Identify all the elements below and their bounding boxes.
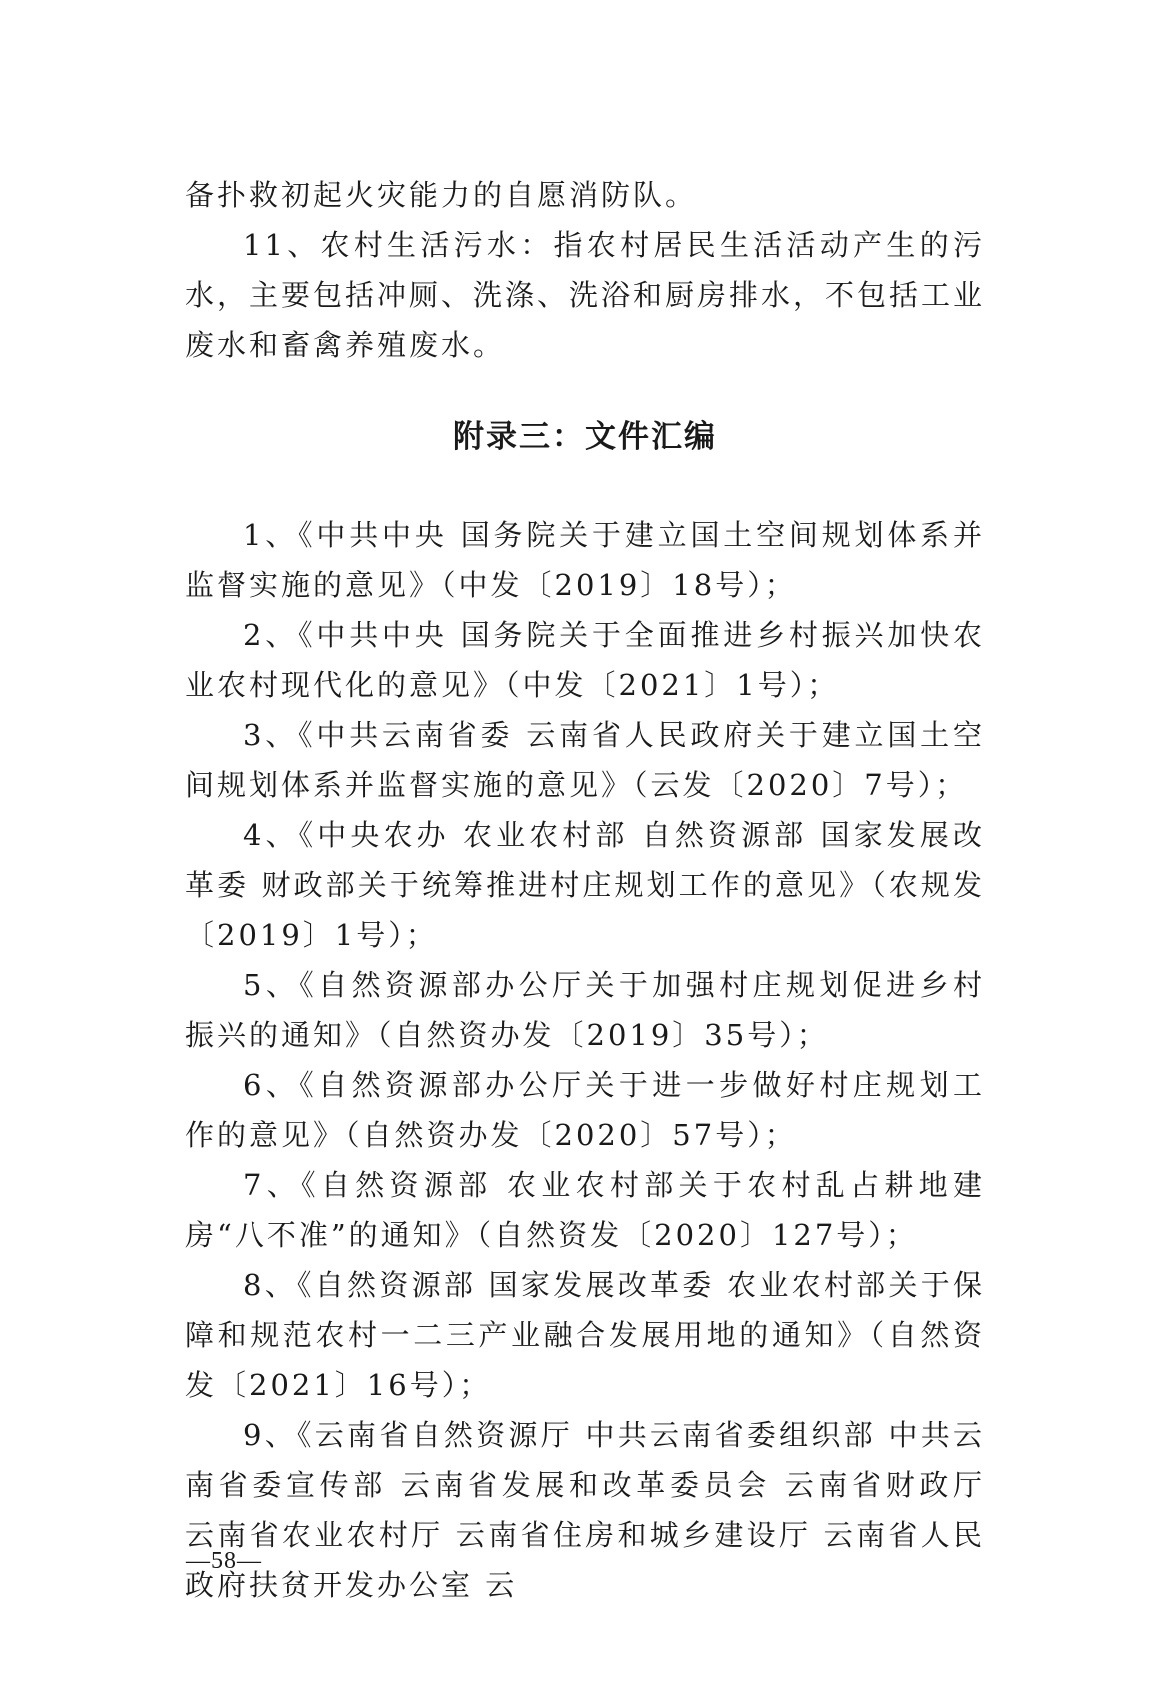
list-item: 9、《云南省自然资源厅 中共云南省委组织部 中共云南省委宣传部 云南省发展和改革委员会 云南省财政厅 云南省农业农村厅 云南省住房和城乡建设厅 云南省人民政府扶贫开发办公室 云 [185, 1418, 985, 1602]
definition-paragraph-11: 11、农村生活污水：指农村居民生活活动产生的污水，主要包括冲厕、洗涤、洗浴和厨房排水，不包括工业废水和畜禽养殖废水。 [185, 228, 986, 362]
list-item: 8、《自然资源部 国家发展改革委 农业农村部关于保障和规范农村一二三产业融合发展用地的通知》（自然资发〔2021〕16号）； [185, 1268, 985, 1402]
document-list [185, 510, 985, 1610]
continued-paragraph: 备扑救初起火灾能力的自愿消防队。 [185, 178, 698, 212]
list-item: 3、《中共云南省委 云南省人民政府关于建立国土空间规划体系并监督实施的意见》（云发〔2020〕7号）； [185, 718, 985, 802]
page-content [185, 170, 985, 1610]
appendix-heading: 附录三：文件汇编 [453, 419, 717, 455]
list-item: 4、《中央农办 农业农村部 自然资源部 国家发展改革委 财政部关于统筹推进村庄规划工作的意见》（农规发〔2019〕1号）； [185, 818, 985, 952]
list-item: 6、《自然资源部办公厅关于进一步做好村庄规划工作的意见》（自然资办发〔2020〕57号）； [185, 1068, 985, 1152]
page-number: —58— [186, 1548, 262, 1574]
list-item: 1、《中共中央 国务院关于建立国土空间规划体系并监督实施的意见》（中发〔2019〕18号）； [185, 518, 985, 602]
list-item: 7、《自然资源部 农业农村部关于农村乱占耕地建房“八不准”的通知》（自然资发〔2020〕127号）； [185, 1168, 985, 1252]
list-item: 2、《中共中央 国务院关于全面推进乡村振兴加快农业农村现代化的意见》（中发〔2021〕1号）； [185, 618, 985, 702]
list-item: 5、《自然资源部办公厅关于加强村庄规划促进乡村振兴的通知》（自然资办发〔2019〕35号）； [185, 968, 985, 1052]
